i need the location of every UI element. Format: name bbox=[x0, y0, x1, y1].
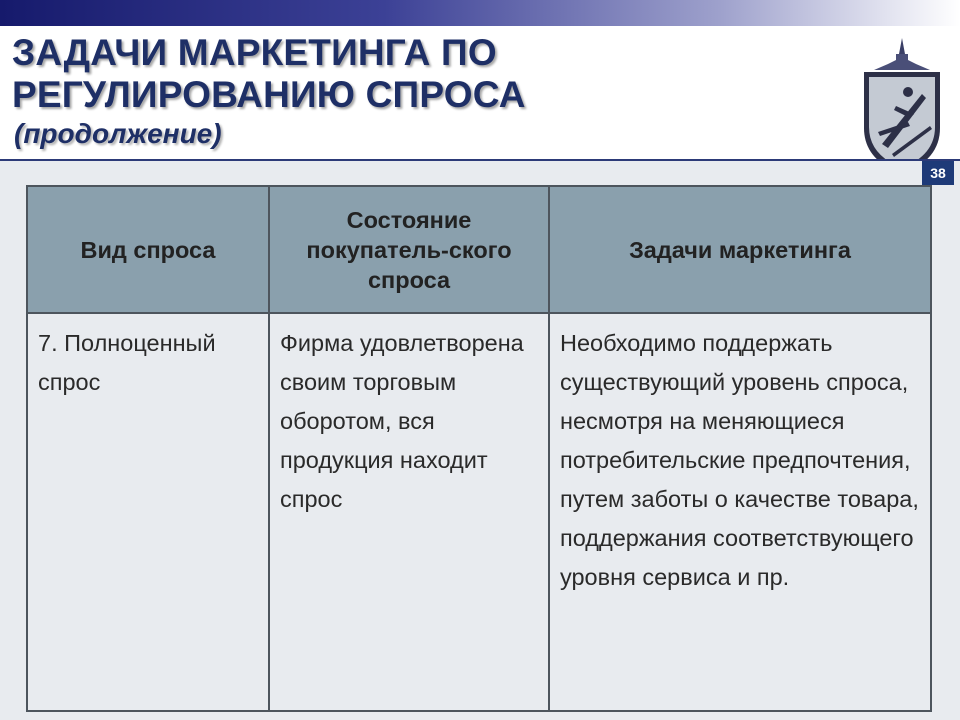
column-header-demand-state: Состояние покупатель-ского спроса bbox=[269, 186, 549, 313]
table-header-row bbox=[27, 186, 931, 313]
slide-subtitle: (продолжение) bbox=[14, 118, 222, 149]
demand-tasks-table bbox=[26, 185, 932, 712]
column-header-demand-type: Вид спроса bbox=[27, 186, 269, 313]
cell-demand-state: Фирма удовлетворена своим торговым оборотом, вся продукция находит спрос bbox=[269, 313, 549, 711]
title-area bbox=[0, 26, 960, 160]
slide-title-line-1: ЗАДАЧИ МАРКЕТИНГА ПО bbox=[12, 32, 497, 73]
top-gradient-bar bbox=[0, 0, 960, 26]
cell-marketing-tasks: Необходимо поддержать существующий уровень спроса, несмотря на меняющиеся потребительские предпочтения, путем заботы о качестве товара, поддержания соответствующего уровня сервиса и пр. bbox=[549, 313, 931, 711]
slide-title-line-2: РЕГУЛИРОВАНИЮ СПРОСА bbox=[12, 74, 526, 115]
column-header-marketing-tasks: Задачи маркетинга bbox=[549, 186, 931, 313]
page-number-badge: 38 bbox=[922, 161, 954, 185]
cell-demand-type: 7. Полноценный спрос bbox=[27, 313, 269, 711]
university-shield-emblem-icon bbox=[852, 36, 952, 178]
table-row bbox=[27, 313, 931, 711]
